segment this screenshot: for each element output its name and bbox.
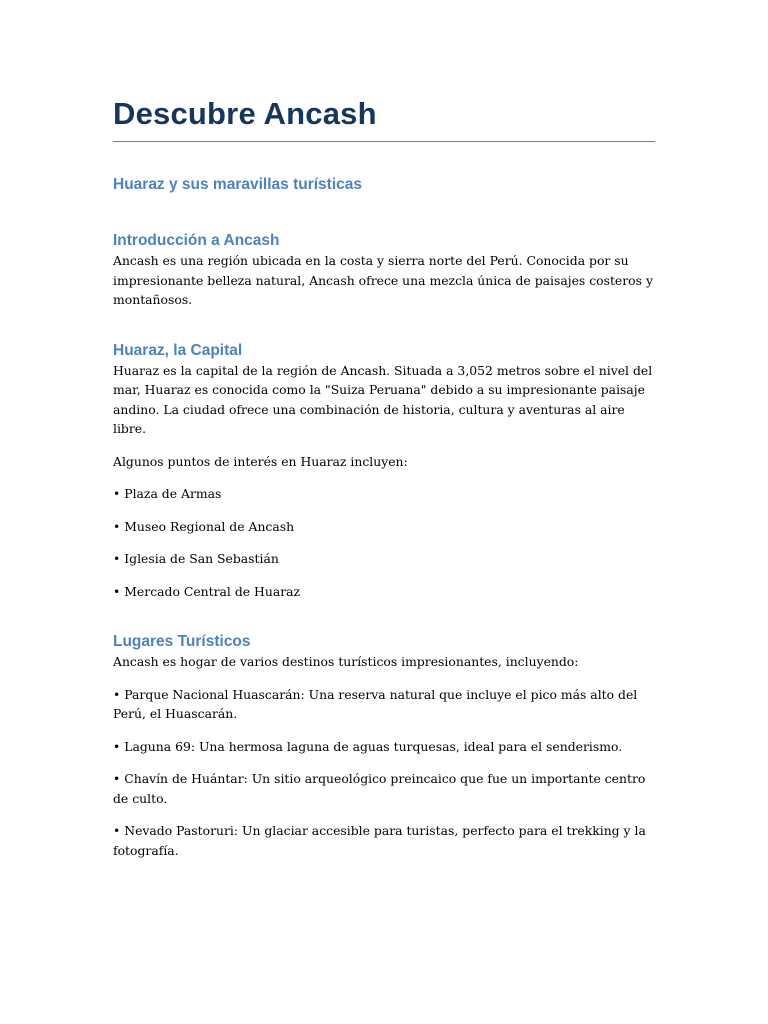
section-huaraz	[113, 341, 655, 602]
list-item: • Nevado Pastoruri: Un glaciar accesible para turistas, perfecto para el trekking y la fotografía.	[113, 823, 646, 858]
section-intro	[113, 231, 655, 310]
list-item: • Chavín de Huántar: Un sitio arqueológico preincaico que fue un importante centro de culto.	[113, 771, 646, 806]
paragraph: Algunos puntos de interés en Huaraz incluyen:	[113, 453, 408, 469]
section-heading-lugares: Lugares Turísticos	[113, 633, 251, 650]
section-lugares	[113, 632, 655, 860]
list-item: • Iglesia de San Sebastián	[113, 551, 279, 566]
document-title: Descubre Ancash	[113, 96, 377, 131]
paragraph: Ancash es hogar de varios destinos turísticos impresionantes, incluyendo:	[113, 654, 579, 669]
section-heading-huaraz: Huaraz, la Capital	[113, 341, 243, 359]
paragraph: Ancash es una región ubicada en la costa y sierra norte del Perú. Conocida por su impresionante belleza natural, Ancash ofrece una mezcla única de paisajes costeros y montañosos.	[113, 253, 653, 307]
list-item: • Parque Nacional Huascarán: Una reserva natural que incluye el pico más alto del Perú, el Huascarán.	[113, 686, 638, 721]
list-item: • Mercado Central de Huaraz	[113, 583, 301, 599]
paragraph: Huaraz es la capital de la región de Ancash. Situada a 3,052 metros sobre el nivel del mar, Huaraz es conocida como la "Suiza Peruana" debido a su impresionante paisaje andino. La ciudad ofrece una combinación de historia, cultura y aventuras al aire libre.	[113, 362, 653, 436]
document-subtitle: Huaraz y sus maravillas turísticas	[113, 176, 362, 193]
title-underline-divider	[113, 141, 655, 142]
list-item: • Plaza de Armas	[113, 486, 222, 501]
document-page	[113, 0, 655, 860]
list-item: • Museo Regional de Ancash	[113, 518, 295, 534]
section-heading-intro: Introducción a Ancash	[113, 232, 280, 249]
list-item: • Laguna 69: Una hermosa laguna de aguas turquesas, ideal para el senderismo.	[113, 738, 623, 754]
